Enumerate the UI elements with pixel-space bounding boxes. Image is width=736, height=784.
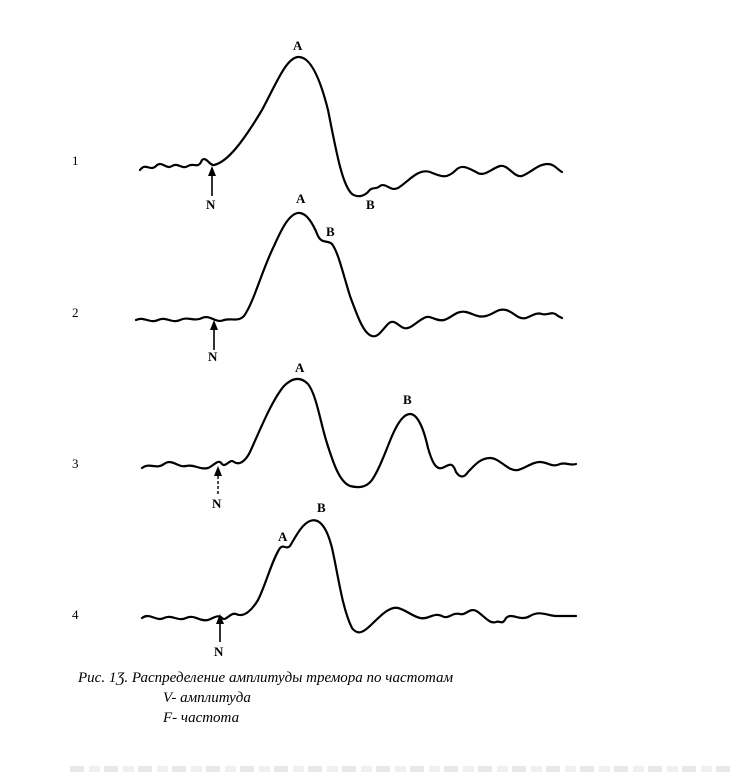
peak-b-label: B [326, 224, 335, 239]
peak-b-label: B [403, 392, 412, 407]
trace-number: 3 [72, 456, 79, 471]
caption-legend-v: V- амплитуда [163, 690, 251, 706]
trace-number: 1 [72, 153, 79, 168]
peak-b-label: B [366, 197, 375, 212]
n-label: N [206, 197, 216, 212]
n-arrow-head [210, 320, 218, 330]
waveform [142, 379, 576, 487]
waveform [140, 57, 562, 196]
scan-artifact [70, 766, 730, 772]
peak-a-label: A [278, 529, 288, 544]
n-arrow-head [208, 166, 216, 176]
n-arrow-head [214, 466, 222, 476]
peak-a-label: A [293, 38, 303, 53]
trace-4 [72, 500, 576, 659]
n-label: N [214, 644, 224, 659]
figure-caption [78, 668, 453, 728]
peak-a-label: A [296, 191, 306, 206]
trace-number: 2 [72, 305, 79, 320]
caption-legend-f: F- частота [163, 710, 240, 726]
trace-2 [72, 191, 562, 364]
waveform [142, 520, 576, 632]
trace-3 [72, 360, 576, 511]
caption-title: Рис. 1Ʒ. Распределение амплитуды тремора по частотам [78, 670, 454, 686]
peak-a-label: A [295, 360, 305, 375]
trace-1 [72, 38, 562, 212]
peak-b-label: B [317, 500, 326, 515]
n-label: N [212, 496, 222, 511]
trace-number: 4 [72, 607, 79, 622]
waveform [136, 213, 562, 336]
n-label: N [208, 349, 218, 364]
